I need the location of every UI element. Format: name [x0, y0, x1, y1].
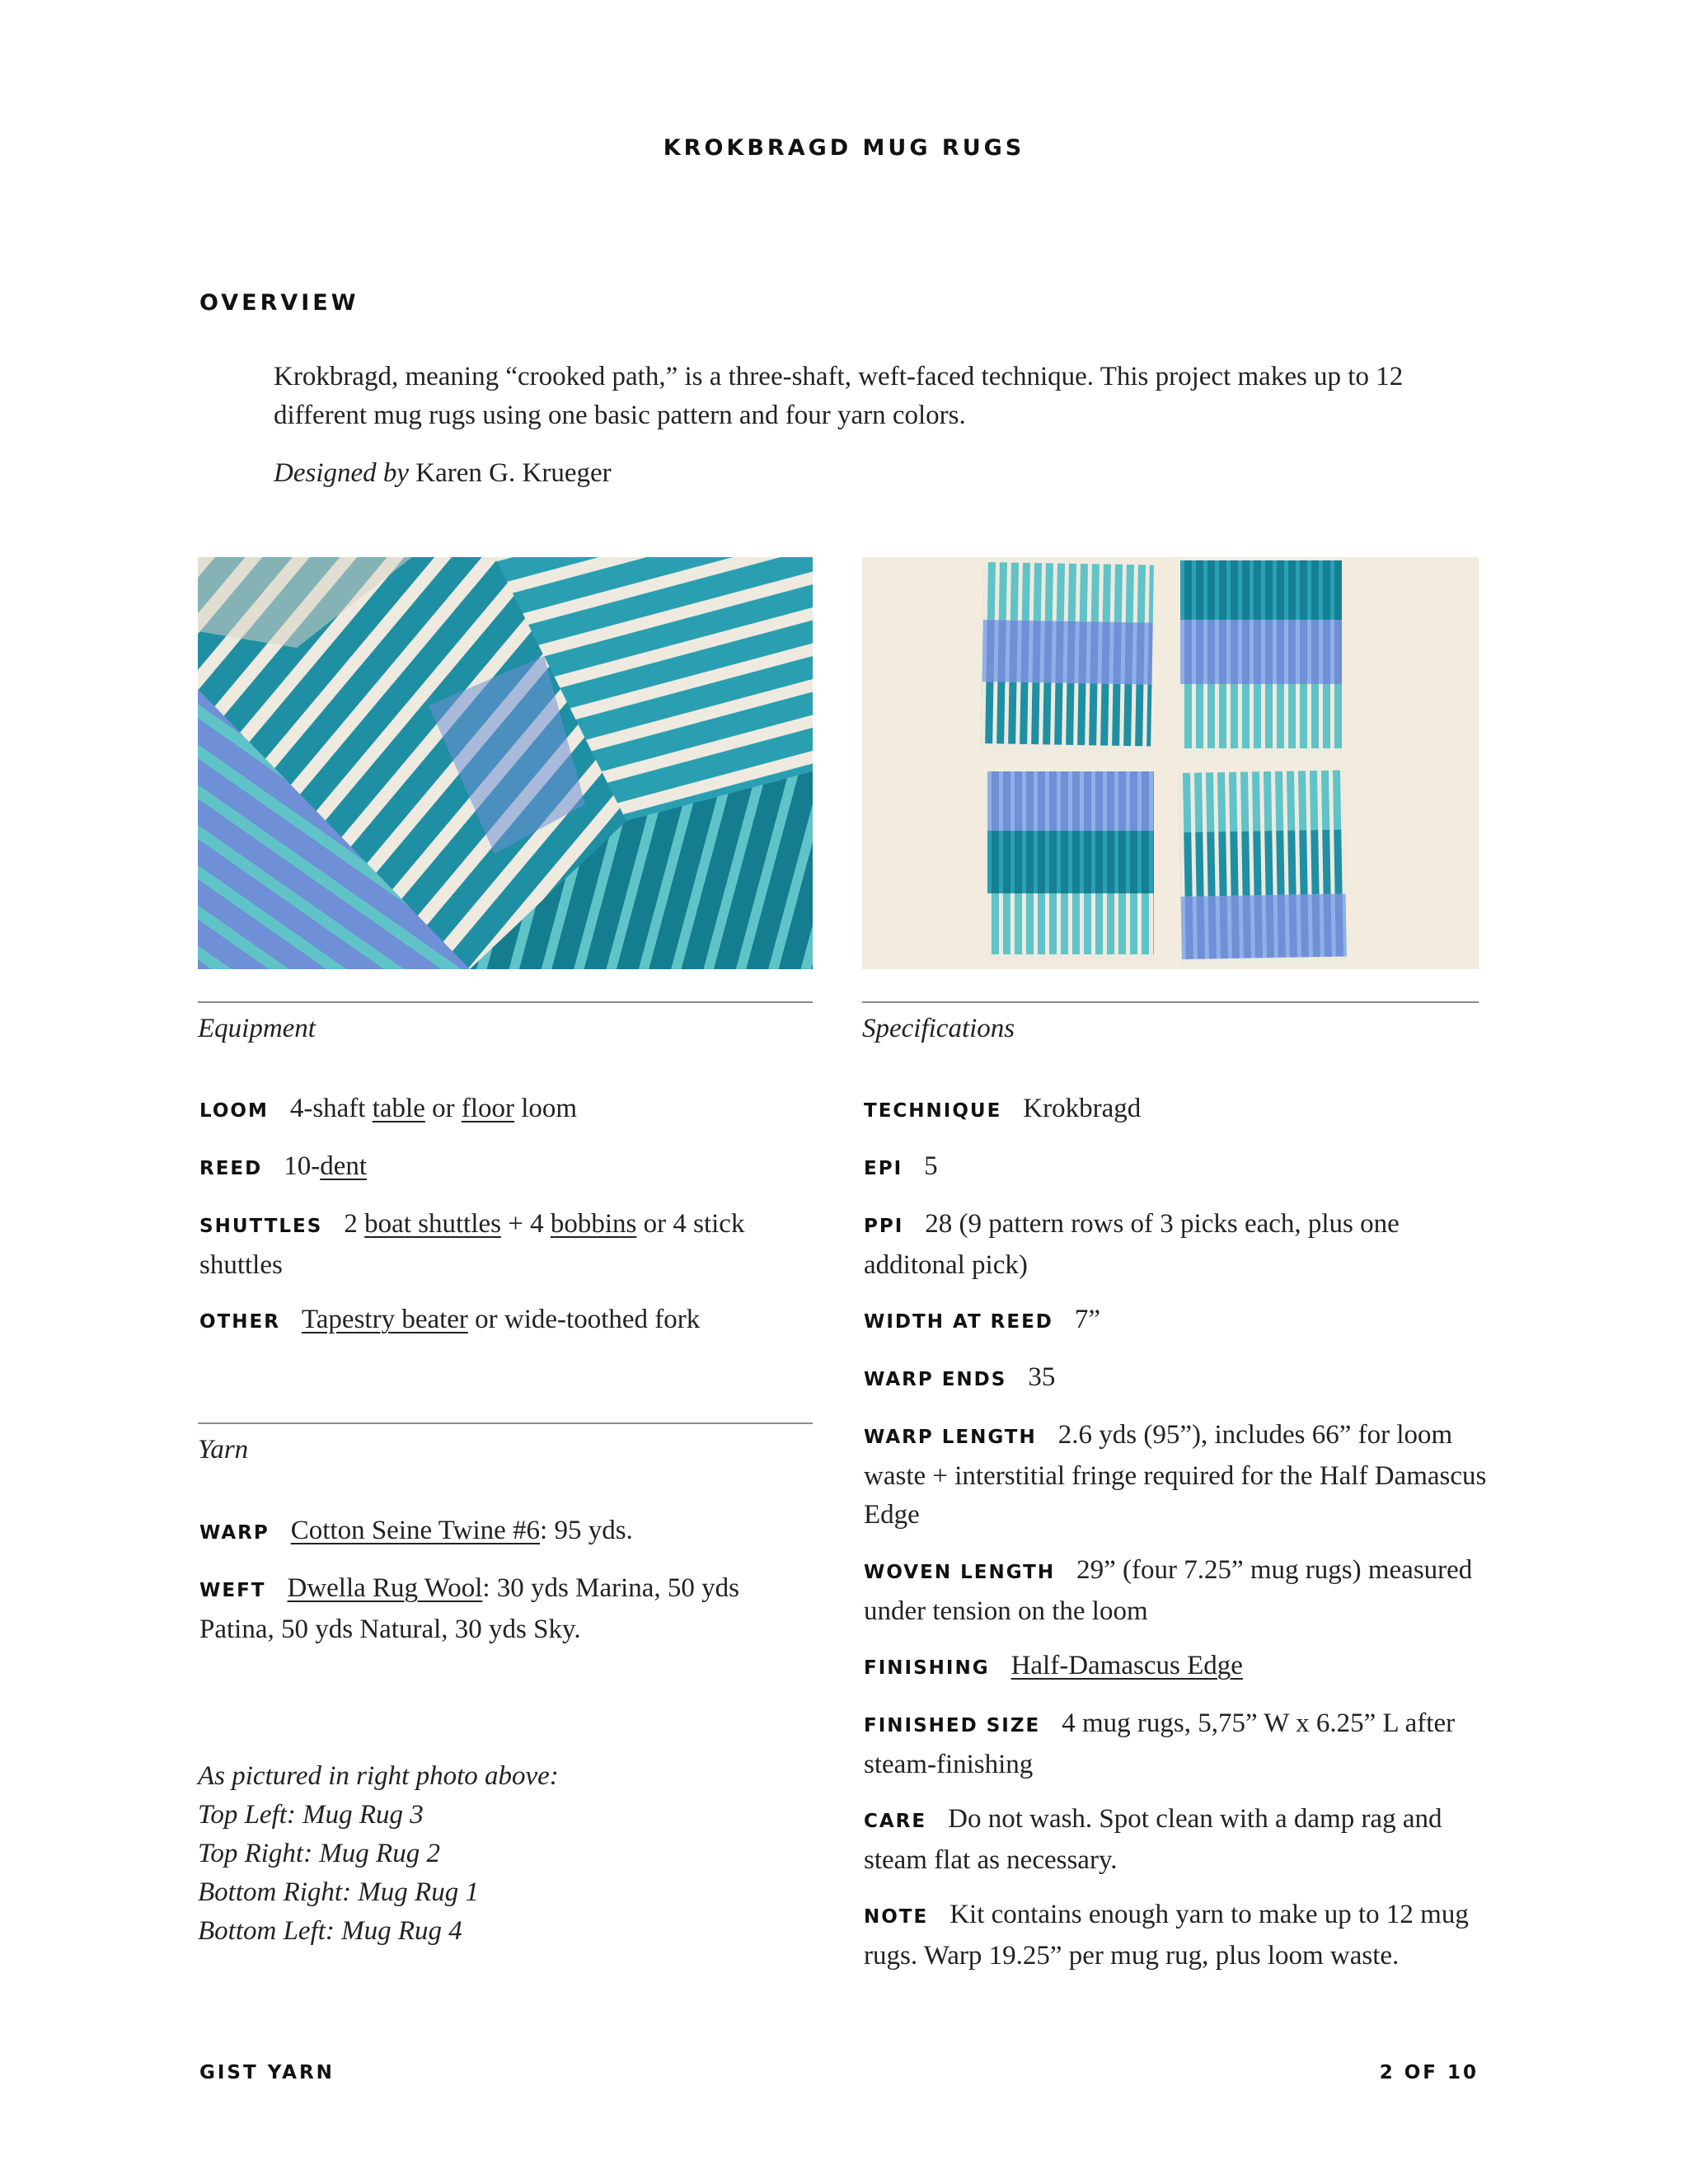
- loom-label: LOOM: [199, 1100, 269, 1122]
- page-number: 2 OF 10: [1379, 2062, 1479, 2083]
- loom-text-end: loom: [514, 1094, 578, 1123]
- epi-value: 5: [924, 1151, 938, 1181]
- note-value: Kit contains enough yarn to make up to 12 mug rugs. Warp 19.25” per mug rug, plus loom waste.: [864, 1900, 1469, 1971]
- other-text: or wide-toothed fork: [467, 1305, 701, 1334]
- spec-finishing: [864, 1647, 1490, 1688]
- caption-line: As pictured in right photo above:: [198, 1761, 559, 1791]
- width-at-reed-value: 7”: [1074, 1305, 1101, 1334]
- dent-link[interactable]: dent: [320, 1151, 368, 1181]
- spec-care: [864, 1800, 1490, 1880]
- caption-line: Bottom Left: Mug Rug 4: [198, 1916, 462, 1946]
- spec-ppi: [864, 1205, 1490, 1285]
- finished-size-value: 4 mug rugs, 5,75” W x 6.25” L after steam-finishing: [864, 1708, 1456, 1779]
- footer-brand: GIST YARN: [199, 2062, 335, 2083]
- bobbins-link[interactable]: bobbins: [550, 1209, 637, 1239]
- epi-label: EPI: [864, 1158, 903, 1179]
- spec-width-at-reed: [864, 1301, 1490, 1342]
- width-at-reed-label: WIDTH AT REED: [864, 1311, 1053, 1333]
- warp-length-value: 2.6 yds (95”), includes 66” for loom waste + interstitial fringe required for the Half Damascus Edge: [864, 1420, 1487, 1530]
- shuttles-text: 2: [344, 1209, 365, 1239]
- equipment-other: [199, 1301, 809, 1342]
- woven-length-value: 29” (four 7.25” mug rugs) measured under tension on the loom: [864, 1555, 1473, 1626]
- equipment-shuttles: [199, 1205, 809, 1285]
- weft-label: WEFT: [199, 1580, 266, 1601]
- spec-woven-length: [864, 1551, 1490, 1631]
- spec-epi: [864, 1147, 1490, 1188]
- finishing-label: FINISHING: [864, 1657, 990, 1679]
- dwella-rug-wool-link[interactable]: Dwella Rug Wool: [287, 1573, 483, 1603]
- equipment-title: Equipment: [198, 1014, 316, 1043]
- specifications-title: Specifications: [862, 1014, 1015, 1043]
- yarn-weft: [199, 1569, 809, 1649]
- designer-name: Karen G. Krueger: [415, 458, 612, 488]
- overview-heading: OVERVIEW: [199, 290, 359, 316]
- ppi-value: 28 (9 pattern rows of 3 picks each, plus one additonal pick): [864, 1209, 1400, 1280]
- designer-credit: [274, 454, 1428, 493]
- reed-label: REED: [199, 1158, 263, 1179]
- weft-text: : 30 yds Marina, 50 yds Patina, 50 yds Natural, 30 yds Sky.: [199, 1573, 740, 1644]
- caption-line: Bottom Right: Mug Rug 1: [198, 1877, 479, 1907]
- spec-note: [864, 1896, 1490, 1975]
- document-title: KROKBRAGD MUG RUGS: [663, 135, 1025, 161]
- warp-ends-label: WARP ENDS: [864, 1369, 1007, 1390]
- cotton-seine-twine-link[interactable]: Cotton Seine Twine #6: [290, 1516, 541, 1545]
- reed-text: 10-: [284, 1151, 321, 1181]
- shuttles-text-plus: + 4: [500, 1209, 551, 1239]
- shuttles-label: SHUTTLES: [199, 1216, 323, 1237]
- floor-loom-link[interactable]: floor: [461, 1094, 515, 1123]
- other-label: OTHER: [199, 1311, 280, 1333]
- warp-label: WARP: [199, 1522, 270, 1544]
- overview-intro: [274, 358, 1428, 493]
- care-label: CARE: [864, 1811, 927, 1832]
- photo-caption: [198, 1757, 559, 1951]
- four-mug-rugs-photo: [862, 557, 1479, 969]
- spec-warp-ends: [864, 1358, 1490, 1399]
- loom-text: 4-shaft: [289, 1094, 373, 1123]
- warp-text: : 95 yds.: [540, 1516, 633, 1545]
- designed-by-label: Designed by: [274, 458, 410, 488]
- technique-label: TECHNIQUE: [864, 1100, 1002, 1122]
- specifications-divider: [862, 1001, 1479, 1003]
- yarn-title: Yarn: [198, 1435, 249, 1465]
- woven-length-label: WOVEN LENGTH: [864, 1562, 1056, 1583]
- equipment-divider: [198, 1001, 813, 1003]
- note-label: NOTE: [864, 1906, 929, 1928]
- boat-shuttles-link[interactable]: boat shuttles: [364, 1209, 501, 1239]
- warp-ends-value: 35: [1028, 1362, 1056, 1392]
- spec-technique: [864, 1090, 1490, 1131]
- equipment-reed: [199, 1147, 809, 1188]
- technique-value: Krokbragd: [1023, 1094, 1142, 1123]
- caption-line: Top Right: Mug Rug 2: [198, 1839, 440, 1868]
- yarn-divider: [198, 1422, 813, 1424]
- care-value: Do not wash. Spot clean with a damp rag and steam flat as necessary.: [864, 1804, 1442, 1875]
- tapestry-beater-link[interactable]: Tapestry beater: [301, 1305, 468, 1334]
- equipment-loom: [199, 1090, 809, 1131]
- yarn-warp: [199, 1511, 809, 1553]
- overview-description: Krokbragd, meaning “crooked path,” is a three-shaft, weft-faced technique. This project makes up to 12 different mug rugs using one basic pattern and four yarn colors.: [274, 362, 1404, 430]
- shuttles-text-end: or 4 stick shuttles: [199, 1209, 745, 1280]
- warp-length-label: WARP LENGTH: [864, 1427, 1037, 1448]
- mug-rugs-closeup-photo: [198, 557, 813, 969]
- ppi-label: PPI: [864, 1216, 904, 1237]
- loom-text-or: or: [424, 1094, 462, 1123]
- spec-warp-length: [864, 1416, 1490, 1535]
- half-damascus-edge-link[interactable]: Half-Damascus Edge: [1010, 1651, 1243, 1680]
- table-loom-link[interactable]: table: [372, 1094, 425, 1123]
- caption-line: Top Left: Mug Rug 3: [198, 1800, 424, 1830]
- spec-finished-size: [864, 1704, 1490, 1784]
- finished-size-label: FINISHED SIZE: [864, 1715, 1041, 1736]
